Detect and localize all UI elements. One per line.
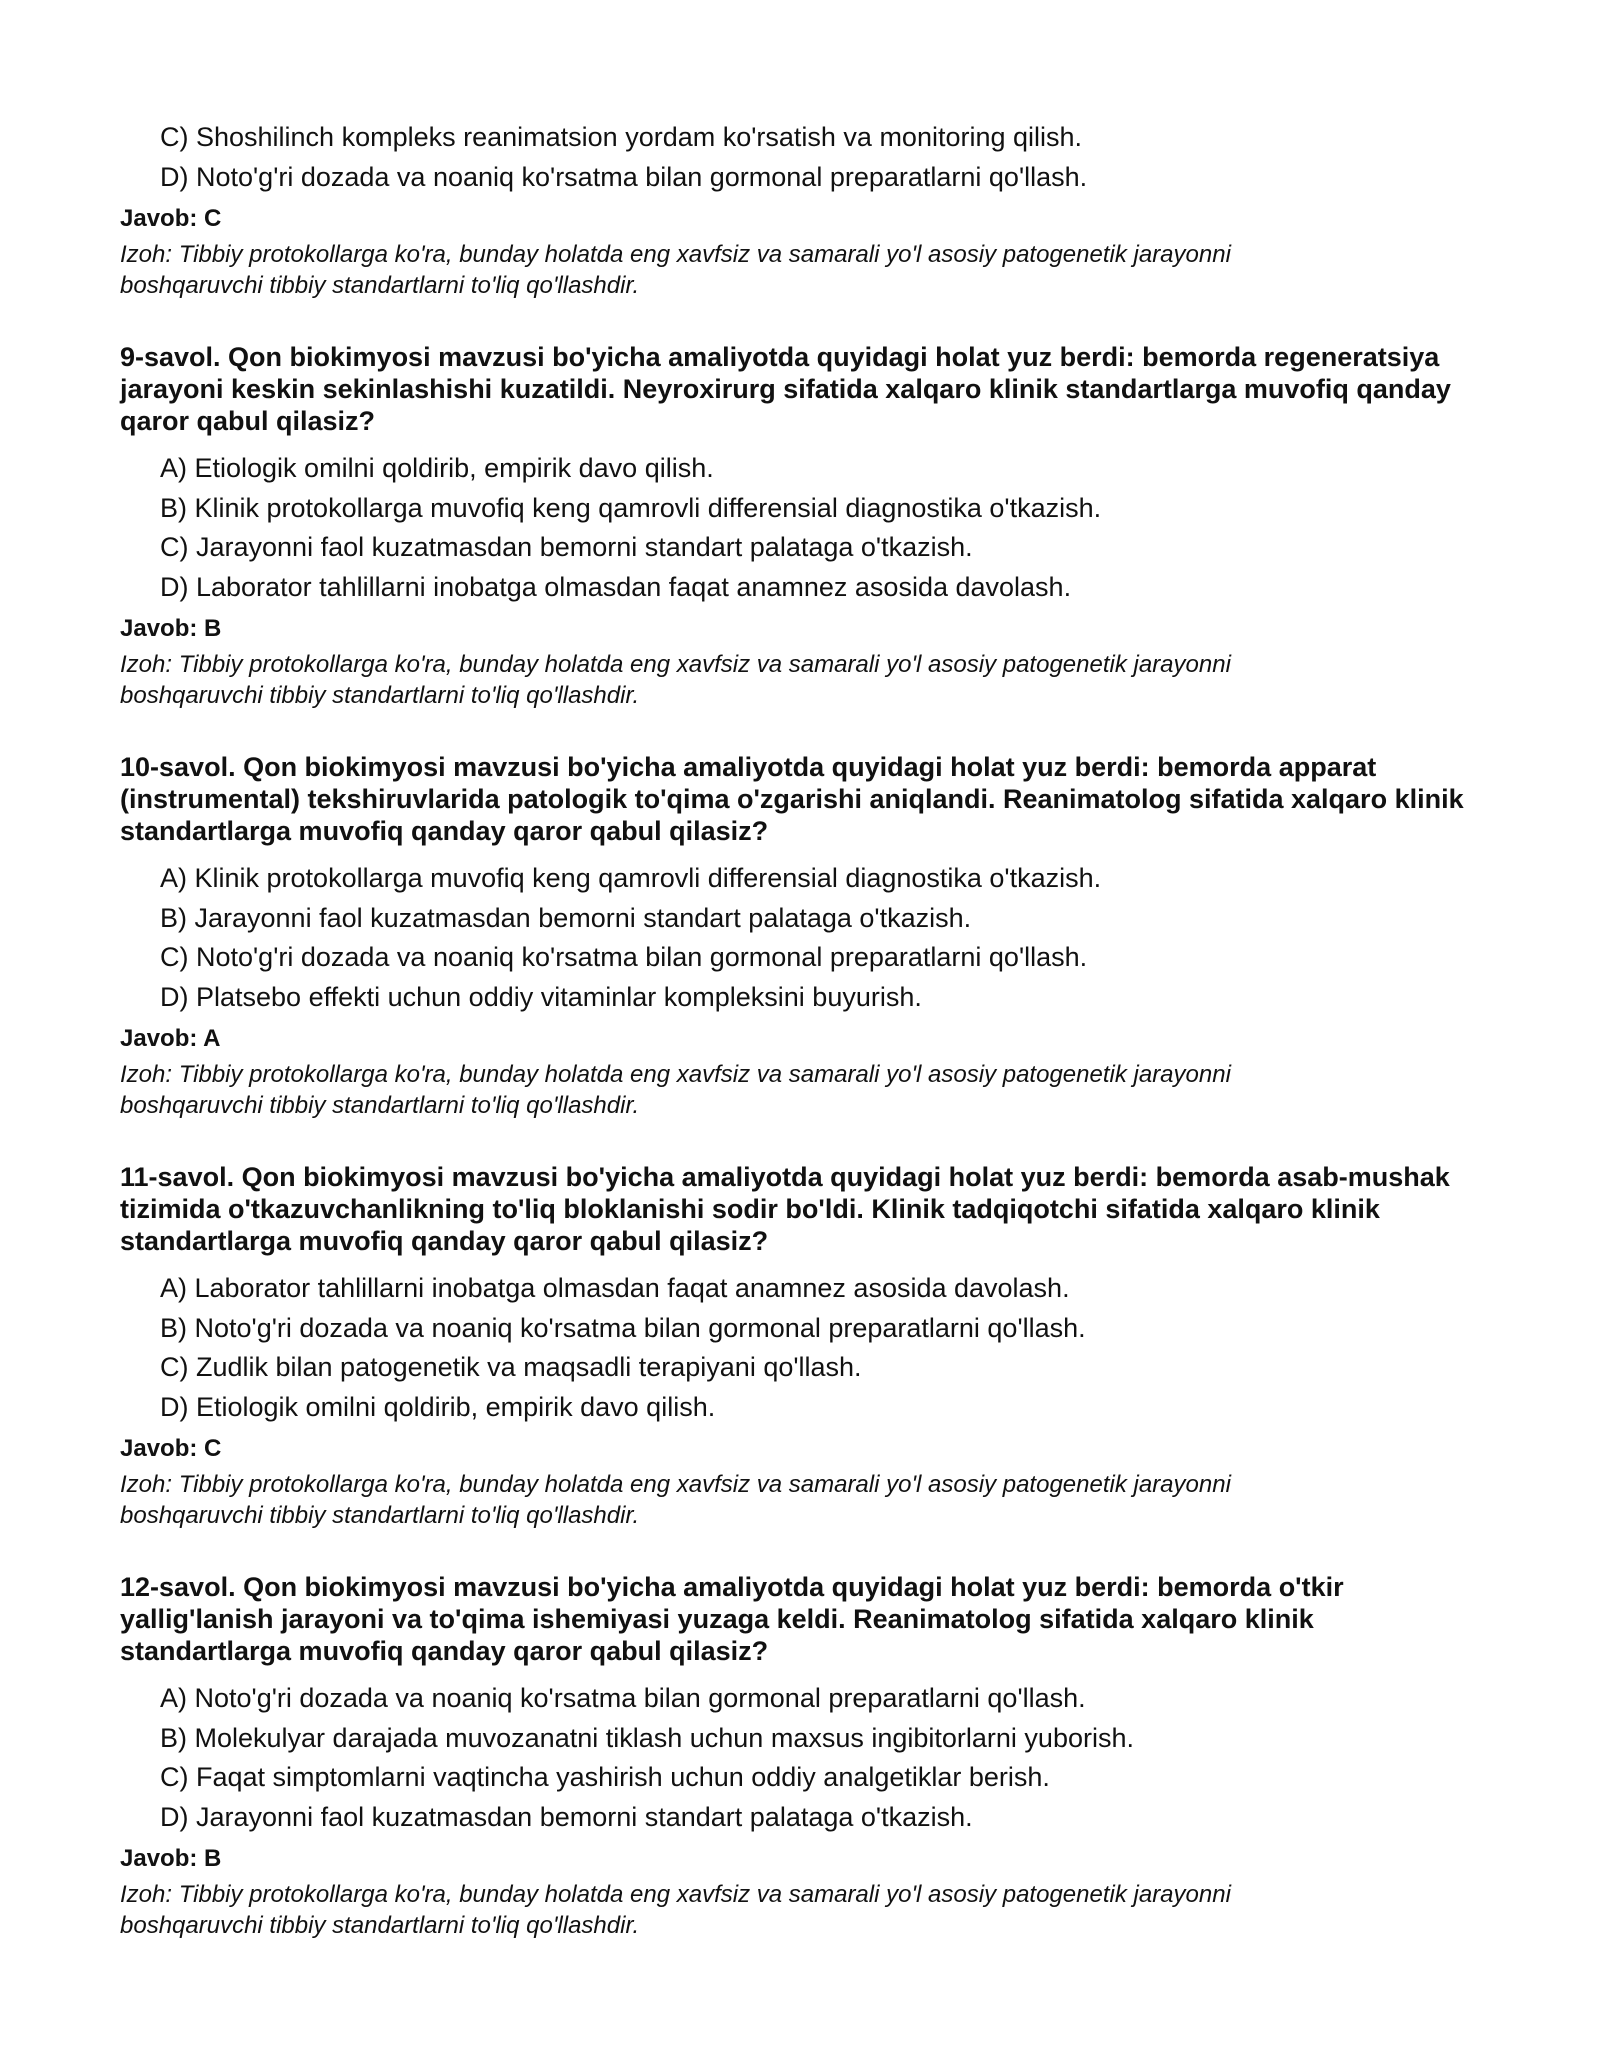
explanation-note: Izoh: Tibbiy protokollarga ko'ra, bunday holatda eng xavfsiz va samarali yo'l asosiy patogenetik jarayonni boshqaruvchi tibbiy standartlarni to'liq qo'llashdir. <box>120 651 1231 709</box>
question-block-10 <box>120 751 1490 1121</box>
answer-label: Javob: C <box>120 205 222 232</box>
explanation-note: Izoh: Tibbiy protokollarga ko'ra, bunday holatda eng xavfsiz va samarali yo'l asosiy patogenetik jarayonni boshqaruvchi tibbiy standartlarni to'liq qo'llashdir. <box>120 241 1231 299</box>
option-a: A) Noto'g'ri dozada va noaniq ko'rsatma bilan gormonal preparatlarni qo'llash. <box>160 1683 1086 1713</box>
option-a: A) Etiologik omilni qoldirib, empirik davo qilish. <box>160 453 714 483</box>
options-list <box>120 118 1490 197</box>
option-a: A) Laborator tahlillarni inobatga olmasdan faqat anamnez asosida davolash. <box>160 1273 1070 1303</box>
spacer <box>120 1531 1490 1571</box>
document-page <box>120 118 1490 1941</box>
option-b: B) Klinik protokollarga muvofiq keng qamrovli differensial diagnostika o'tkazish. <box>160 492 1102 523</box>
question-text: 11-savol. Qon biokimyosi mavzusi bo'yicha amaliyotda quyidagi holat yuz berdi: bemorda asab-mushak tizimida o'tkazuvchanlikning to'liq bloklanishi sodir bo'ldi. Klinik tadqiqotchi sifatida xalqaro klinik standartlarga muvofiq qanday qaror qabul qilasiz? <box>120 1162 1450 1256</box>
option-d: D) Jarayonni faol kuzatmasdan bemorni standart palataga o'tkazish. <box>160 1801 973 1832</box>
options-list <box>120 1679 1490 1837</box>
spacer <box>120 301 1490 341</box>
option-d: D) Laborator tahlillarni inobatga olmasdan faqat anamnez asosida davolash. <box>160 571 1072 602</box>
explanation-note: Izoh: Tibbiy protokollarga ko'ra, bunday holatda eng xavfsiz va samarali yo'l asosiy patogenetik jarayonni boshqaruvchi tibbiy standartlarni to'liq qo'llashdir. <box>120 1061 1231 1119</box>
question-text: 9-savol. Qon biokimyosi mavzusi bo'yicha amaliyotda quyidagi holat yuz berdi: bemorda regeneratsiya jarayoni keskin sekinlashishi kuzatildi. Neyroxirurg sifatida xalqaro klinik standartlarga muvofiq qanday qaror qabul qilasiz? <box>120 342 1451 436</box>
question-text: 10-savol. Qon biokimyosi mavzusi bo'yicha amaliyotda quyidagi holat yuz berdi: bemorda apparat (instrumental) tekshiruvlarida patologik to'qima o'zgarishi aniqlandi. Reanimatolog sifatida xalqaro klinik standartlarga muvofiq qanday qaror qabul qilasiz? <box>120 752 1464 846</box>
option-c: C) Shoshilinch kompleks reanimatsion yordam ko'rsatish va monitoring qilish. <box>160 122 1083 152</box>
option-b: B) Jarayonni faol kuzatmasdan bemorni standart palataga o'tkazish. <box>160 902 972 933</box>
question-block-12 <box>120 1571 1490 1941</box>
explanation-note: Izoh: Tibbiy protokollarga ko'ra, bunday holatda eng xavfsiz va samarali yo'l asosiy patogenetik jarayonni boshqaruvchi tibbiy standartlarni to'liq qo'llashdir. <box>120 1471 1231 1529</box>
option-c: C) Noto'g'ri dozada va noaniq ko'rsatma bilan gormonal preparatlarni qo'llash. <box>160 942 1088 972</box>
option-c: C) Jarayonni faol kuzatmasdan bemorni standart palataga o'tkazish. <box>160 532 973 562</box>
option-d: D) Etiologik omilni qoldirib, empirik davo qilish. <box>160 1391 716 1422</box>
spacer <box>120 711 1490 751</box>
spacer <box>120 1121 1490 1161</box>
explanation-note: Izoh: Tibbiy protokollarga ko'ra, bunday holatda eng xavfsiz va samarali yo'l asosiy patogenetik jarayonni boshqaruvchi tibbiy standartlarni to'liq qo'llashdir. <box>120 1881 1231 1939</box>
options-list <box>120 859 1490 1017</box>
option-d: D) Noto'g'ri dozada va noaniq ko'rsatma bilan gormonal preparatlarni qo'llash. <box>160 161 1088 192</box>
answer-label: Javob: B <box>120 615 222 642</box>
option-d: D) Platsebo effekti uchun oddiy vitaminlar kompleksini buyurish. <box>160 981 922 1012</box>
option-c: C) Zudlik bilan patogenetik va maqsadli terapiyani qo'llash. <box>160 1352 862 1382</box>
answer-label: Javob: B <box>120 1845 222 1872</box>
option-b: B) Noto'g'ri dozada va noaniq ko'rsatma bilan gormonal preparatlarni qo'llash. <box>160 1312 1086 1343</box>
question-block-8-continued <box>120 118 1490 301</box>
question-text: 12-savol. Qon biokimyosi mavzusi bo'yicha amaliyotda quyidagi holat yuz berdi: bemorda o'tkir yallig'lanish jarayoni va to'qima ishemiyasi yuzaga keldi. Reanimatolog sifatida xalqaro klinik standartlarga muvofiq qanday qaror qabul qilasiz? <box>120 1572 1344 1666</box>
answer-label: Javob: C <box>120 1435 222 1462</box>
option-a: A) Klinik protokollarga muvofiq keng qamrovli differensial diagnostika o'tkazish. <box>160 863 1102 893</box>
option-b: B) Molekulyar darajada muvozanatni tiklash uchun maxsus ingibitorlarni yuborish. <box>160 1722 1134 1753</box>
question-block-11 <box>120 1161 1490 1531</box>
options-list <box>120 449 1490 607</box>
options-list <box>120 1269 1490 1427</box>
answer-label: Javob: A <box>120 1025 221 1052</box>
option-c: C) Faqat simptomlarni vaqtincha yashirish uchun oddiy analgetiklar berish. <box>160 1762 1050 1792</box>
question-block-9 <box>120 341 1490 711</box>
